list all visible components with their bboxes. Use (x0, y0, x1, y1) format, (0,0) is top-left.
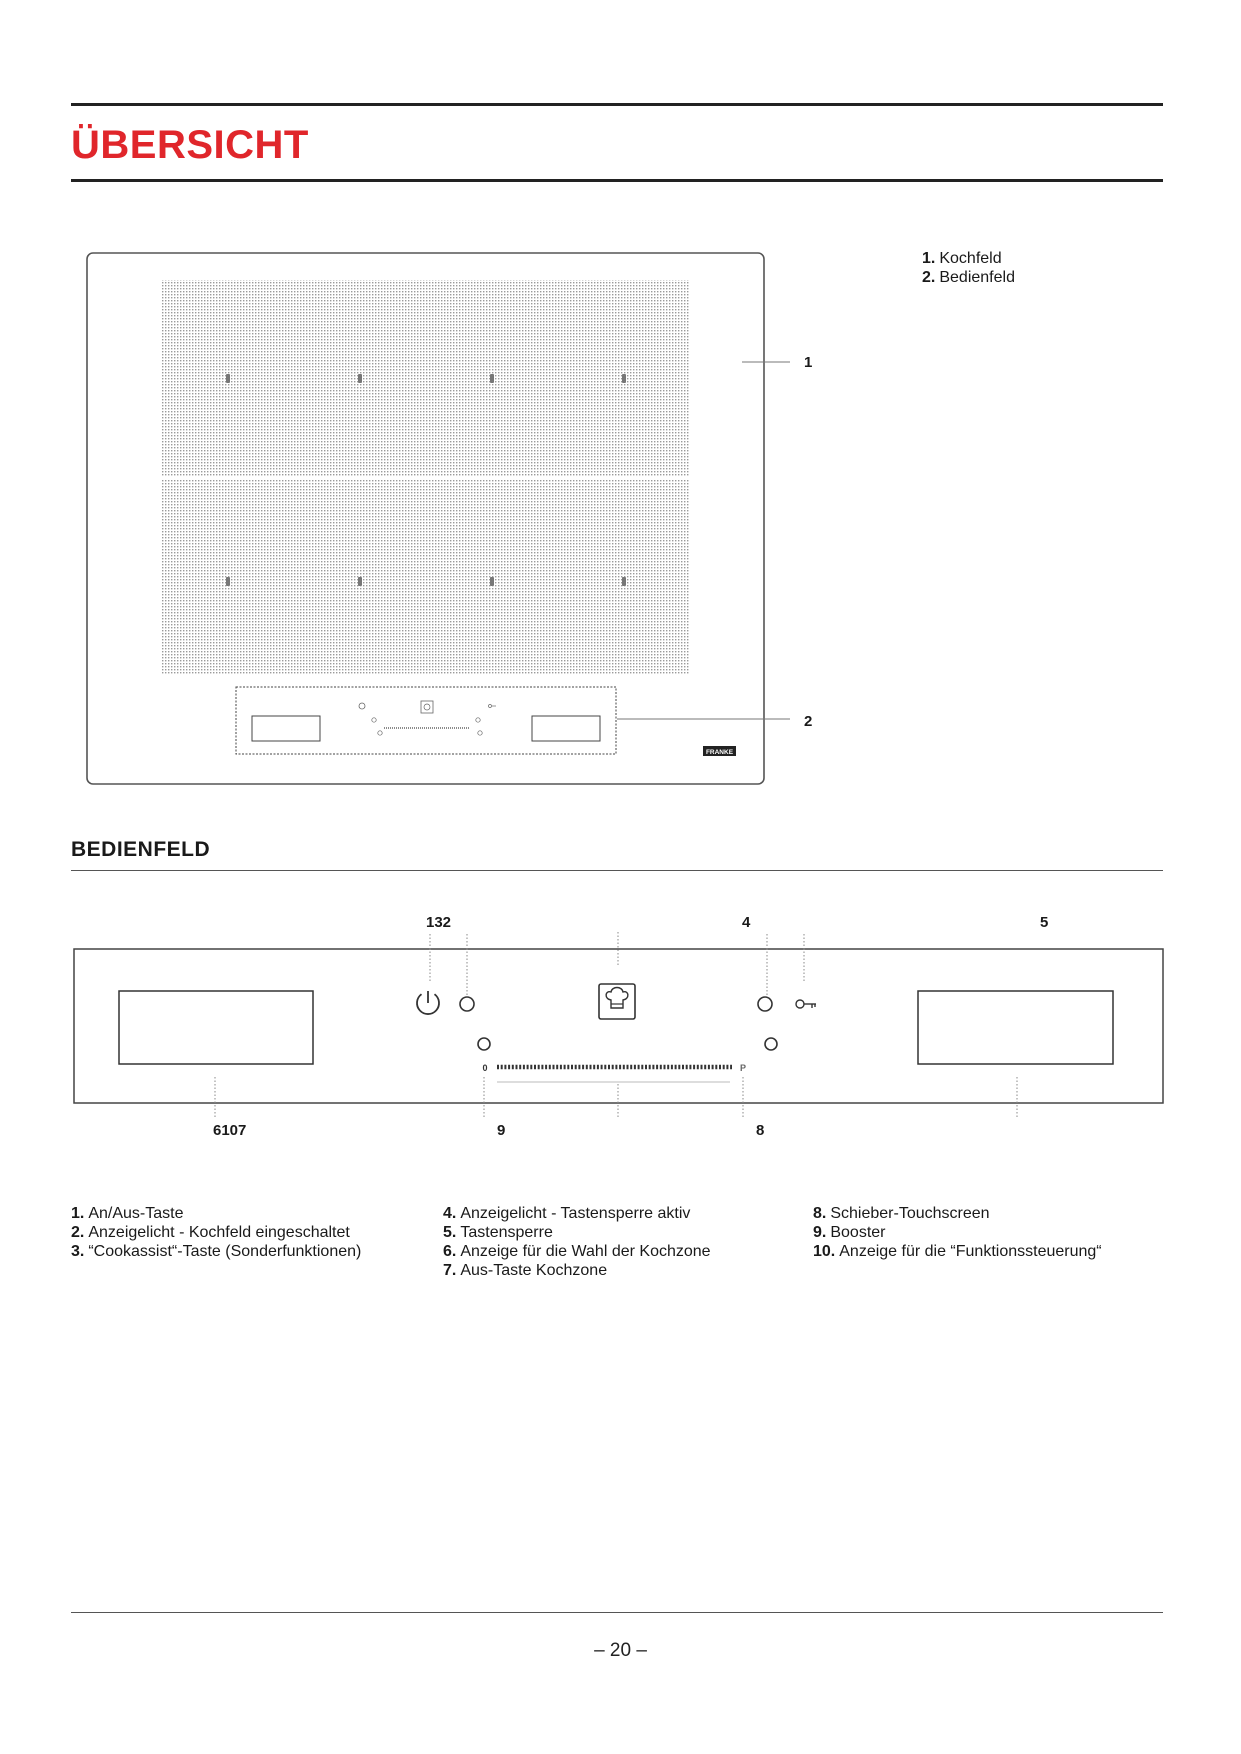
power-icon (417, 991, 439, 1014)
indicator-hob-on (460, 997, 474, 1011)
indicator-zone-right (765, 1038, 777, 1050)
left-display (119, 991, 313, 1064)
cookassist-icon (599, 984, 635, 1019)
hob-illustration (87, 253, 790, 784)
mini-control-panel (236, 687, 616, 754)
section-title-bedienfeld: BEDIENFELD (71, 838, 211, 861)
legend-item: 1. Kochfeld (922, 250, 1002, 267)
legend-item: 8. Schieber-Touchscreen (813, 1205, 990, 1222)
legend-item: 2. Anzeigelicht - Kochfeld eingeschaltet (71, 1224, 350, 1241)
legend-item: 7. Aus-Taste Kochzone (443, 1262, 608, 1279)
hob-legend (922, 249, 1015, 287)
control-panel-outline (74, 949, 1163, 1103)
indicator-lock-active (758, 997, 772, 1011)
legend-item: 3. “Cookassist“-Taste (Sonderfunktionen) (71, 1243, 362, 1260)
legend-item: 1. An/Aus-Taste (71, 1205, 184, 1222)
legend-item: 4. Anzeigelicht - Tastensperre aktiv (443, 1205, 691, 1222)
callout-hob-2: 2 (804, 713, 813, 730)
cooking-surface-bottom (162, 479, 689, 675)
legend-item: 9. Booster (813, 1224, 886, 1241)
cooking-surface-top (162, 280, 689, 476)
page-number: – 20 – (594, 1640, 647, 1661)
callout-top-right: 5 (1040, 914, 1049, 931)
legend-item: 10. Anzeige für die “Funktionssteuerung“ (813, 1243, 1102, 1260)
legend-item: 2. Bedienfeld (922, 269, 1015, 286)
slider-min-label: 0 (482, 1063, 488, 1073)
key-icon (796, 1000, 816, 1008)
panel-legend-col1 (71, 1204, 361, 1261)
panel-legend-col2 (443, 1204, 711, 1280)
right-display (918, 991, 1113, 1064)
page-title: ÜBERSICHT (71, 123, 309, 167)
indicator-zone-left (478, 1038, 490, 1050)
legend-item: 5. Tastensperre (443, 1224, 553, 1241)
brand-badge-text: FRANKE (705, 749, 734, 756)
callout-bottom-left: 6107 (213, 1122, 247, 1139)
callout-hob-1: 1 (804, 354, 813, 371)
callout-bottom-mid: 9 (497, 1122, 506, 1139)
legend-item: 6. Anzeige für die Wahl der Kochzone (443, 1243, 711, 1260)
panel-legend-col3 (813, 1204, 1102, 1261)
callout-bottom-right: 8 (756, 1122, 765, 1139)
slider-max-label: P (739, 1063, 747, 1073)
control-panel-illustration (74, 932, 1163, 1118)
callout-top-left: 132 (426, 914, 452, 931)
callout-top-mid: 4 (742, 914, 751, 931)
